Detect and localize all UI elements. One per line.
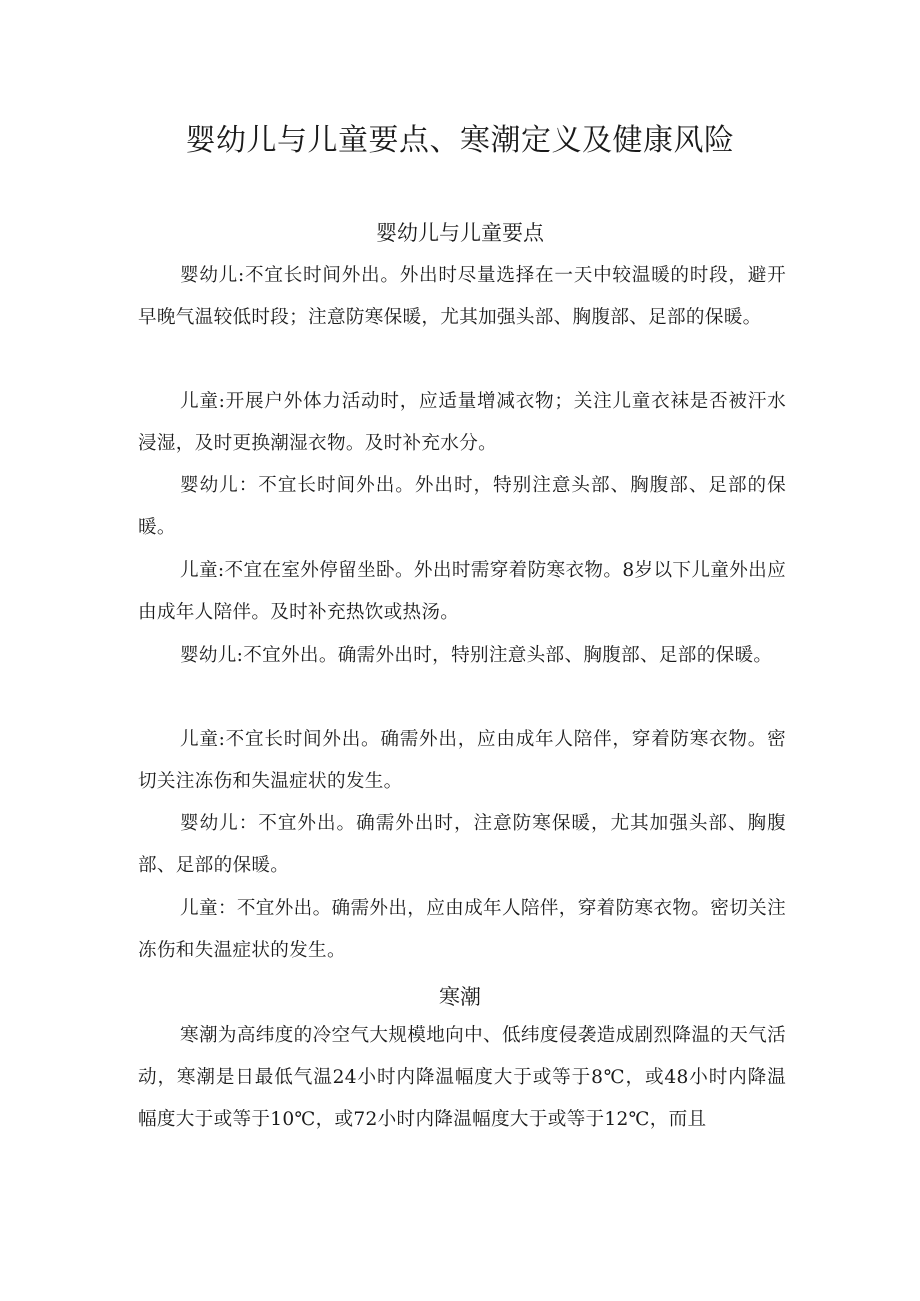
paragraph: 婴幼儿：不宜长时间外出。外出时，特别注意头部、胸腹部、足部的保暖。 xyxy=(138,475,786,538)
section-heading-infant-child: 婴幼儿与儿童要点 xyxy=(376,221,544,245)
paragraph: 婴幼儿:不宜长时间外出。外出时尽量选择在一天中较温暖的时段，避开早晚气温较低时段；注意防寒保暖，尤其加强头部、胸腹部、足部的保暖。 xyxy=(138,265,786,328)
page-title: 婴幼儿与儿童要点、寒潮定义及健康风险 xyxy=(185,123,735,158)
paragraph: 婴幼儿：不宜外出。确需外出时，注意防寒保暖，尤其加强头部、胸腹部、足部的保暖。 xyxy=(138,813,786,876)
section-heading-cold-wave: 寒潮 xyxy=(439,985,481,1009)
paragraph: 儿童:开展户外体力活动时，应适量增减衣物；关注儿童衣袜是否被汗水浸湿，及时更换潮湿衣物。及时补充水分。 xyxy=(138,391,786,454)
paragraph: 儿童：不宜外出。确需外出，应由成年人陪伴，穿着防寒衣物。密切关注冻伤和失温症状的发生。 xyxy=(138,898,786,961)
paragraph: 寒潮为高纬度的冷空气大规模地向中、低纬度侵袭造成剧烈降温的天气活动，寒潮是日最低气温24小时内降温幅度大于或等于8℃，或48小时内降温幅度大于或等于10℃，或72小时内降温幅度大于或等于12℃，而且 xyxy=(138,1025,786,1130)
paragraph: 儿童:不宜在室外停留坐卧。外出时需穿着防寒衣物。8岁以下儿童外出应由成年人陪伴。及时补充热饮或热汤。 xyxy=(138,560,786,623)
paragraph: 婴幼儿:不宜外出。确需外出时，特别注意头部、胸腹部、足部的保暖。 xyxy=(180,645,773,666)
paragraph: 儿童:不宜长时间外出。确需外出，应由成年人陪伴，穿着防寒衣物。密切关注冻伤和失温症状的发生。 xyxy=(138,729,786,792)
